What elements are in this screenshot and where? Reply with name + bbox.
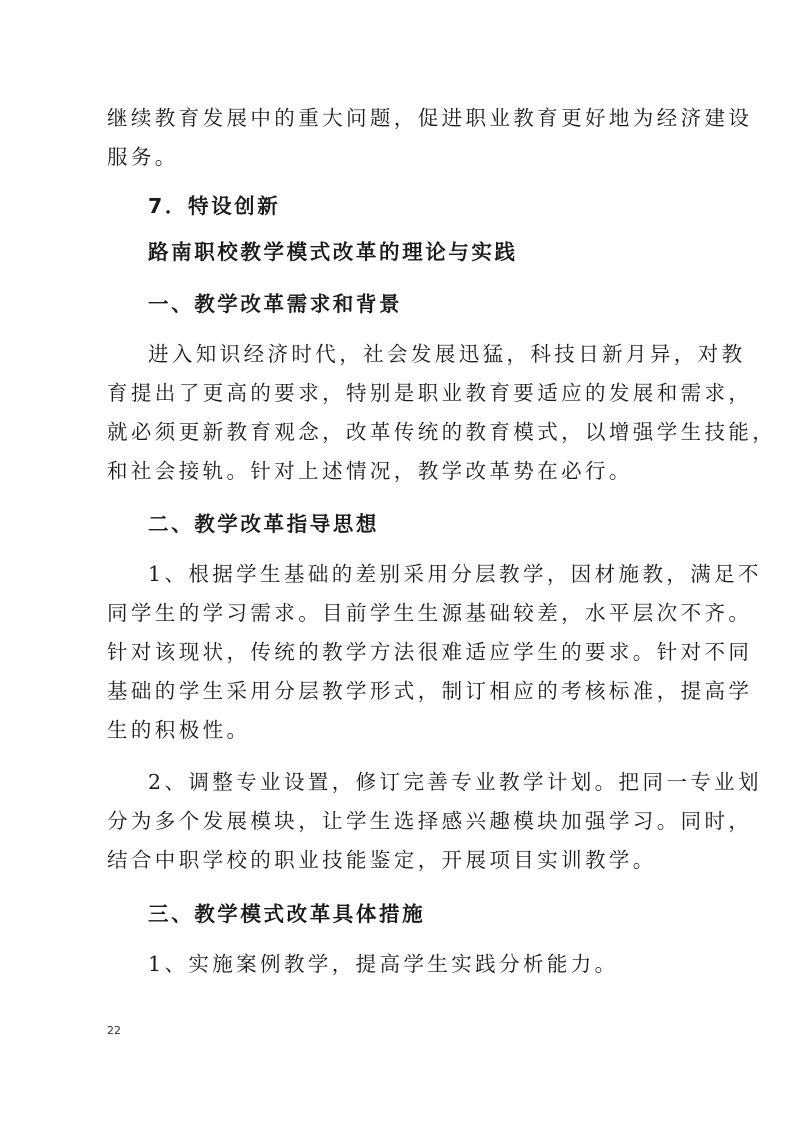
section-2-para-2-line-2: 分为多个发展模块，让学生选择感兴趣模块加强学习。同时， (107, 809, 753, 833)
section-1-line-1: 进入知识经济时代，社会发展迅猛，科技日新月异，对教 (148, 342, 746, 366)
section-1-line-2: 育提出了更高的要求，特别是职业教育要适应的发展和需求， (107, 381, 753, 405)
section-2-para-1-line-4: 基础的学生采用分层教学形式，制订相应的考核标准，提高学 (107, 679, 753, 703)
section-2-para-2-line-1: 2、调整专业设置，修订完善专业教学计划。把同一专业划 (148, 770, 762, 794)
section-2-para-1-line-2: 同学生的学习需求。目前学生生源基础较差，水平层次不齐。 (107, 601, 753, 625)
section-2-para-1-line-1: 1、根据学生基础的差别采用分层教学，因材施教，满足不 (148, 562, 762, 586)
section-1-line-3: 就必须更新教育观念，改革传统的教育模式，以增强学生技能， (107, 420, 777, 444)
intro-line-1: 继续教育发展中的重大问题，促进职业教育更好地为经济建设 (107, 106, 753, 130)
section-3-heading: 三、教学模式改革具体措施 (148, 902, 426, 926)
article-title: 路南职校教学模式改革的理论与实践 (148, 240, 518, 264)
section-2-para-1-line-3: 针对该现状，传统的教学方法很难适应学生的要求。针对不同 (107, 640, 753, 664)
intro-line-2: 服务。 (107, 145, 179, 169)
section-2-para-1-line-5: 生的积极性。 (107, 718, 251, 742)
section-2-para-2-line-3: 结合中职学校的职业技能鉴定，开展项目实训教学。 (107, 848, 657, 872)
section-2-heading: 二、教学改革指导思想 (148, 512, 379, 536)
page-number: 22 (107, 1024, 121, 1037)
section-1-line-4: 和社会接轨。针对上述情况，教学改革势在必行。 (107, 459, 633, 483)
section-1-heading: 一、教学改革需求和背景 (148, 292, 403, 316)
section-3-line-1: 1、实施案例教学，提高学生实践分析能力。 (148, 952, 619, 976)
section-number-title: 7．特设创新 (148, 194, 281, 218)
